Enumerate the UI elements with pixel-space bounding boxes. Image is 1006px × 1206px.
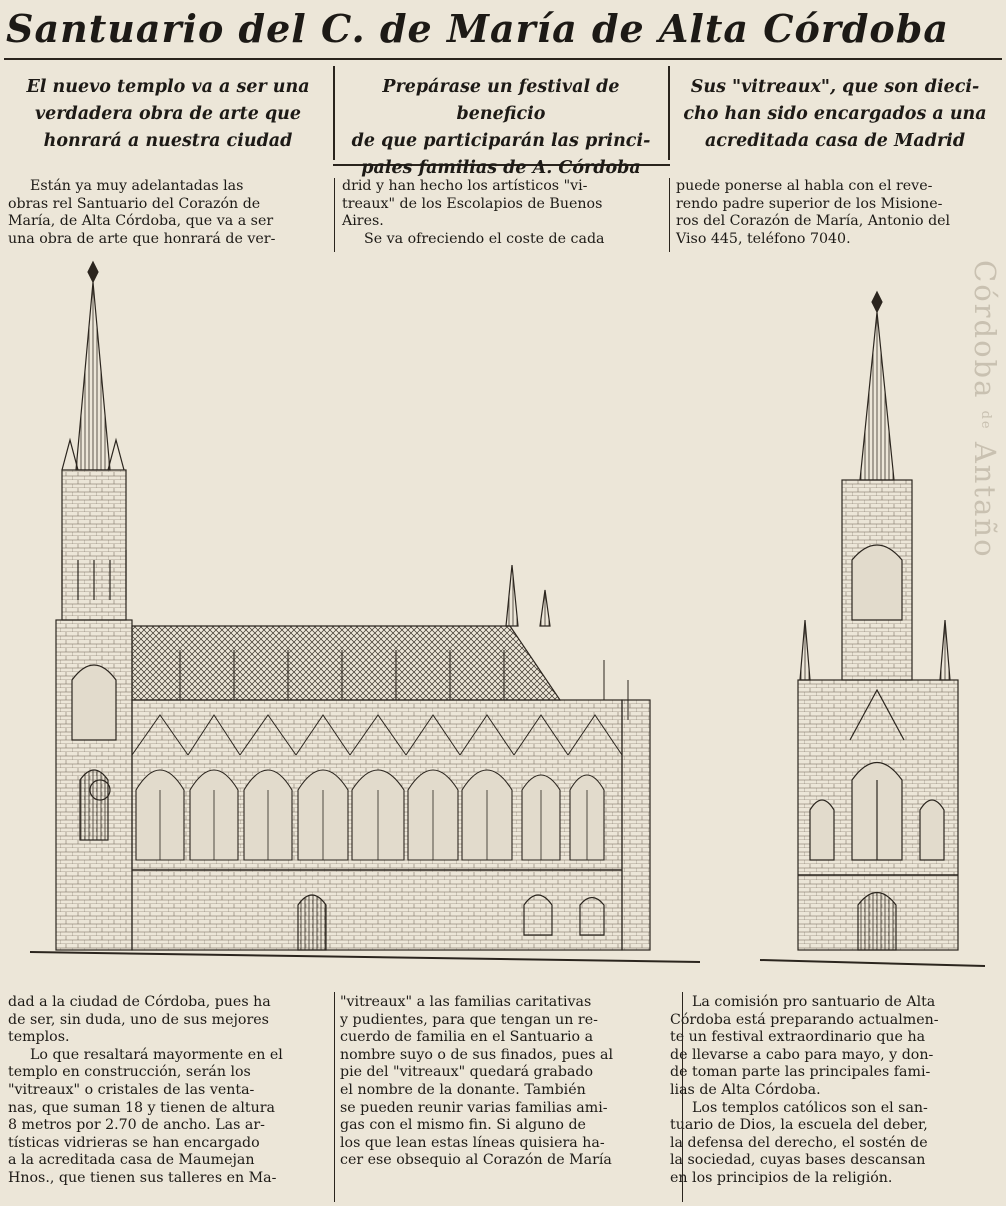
deck-1-line: honrará a nuestra ciudad <box>43 131 293 151</box>
text-line: templos. <box>8 1029 70 1046</box>
front-facade <box>798 292 958 950</box>
watermark-tail: Antaño <box>968 441 1002 559</box>
text-line: de llevarse a cabo para mayo, y don- <box>670 1046 934 1063</box>
text-line: puede ponerse al habla con el reve- <box>676 178 933 194</box>
bottom-column-1 <box>8 994 328 1188</box>
text-line: se pueden reunir varias familias ami- <box>340 1099 608 1116</box>
text-line: tuario de Dios, la escuela del deber, <box>670 1117 928 1134</box>
text-line: la sociedad, cuyas bases descansan <box>670 1152 926 1169</box>
headline: Santuario del C. de María de Alta Córdoba <box>6 6 949 51</box>
text-line: te un festival extraordinario que ha <box>670 1029 926 1046</box>
text-line: La comisión pro santuario de Alta <box>692 994 936 1010</box>
text-line: Los templos católicos son el san- <box>692 1099 928 1116</box>
text-line: Córdoba está preparando actualmen- <box>670 1011 939 1028</box>
text-line: lias de Alta Córdoba. <box>670 1081 821 1098</box>
text-line: de ser, sin duda, uno de sus mejores <box>8 1011 269 1028</box>
roof <box>132 626 560 700</box>
text-line: Viso 445, teléfono 7040. <box>676 230 851 247</box>
text-line: templo en construcción, serán los <box>8 1064 251 1081</box>
text-line: Aires. <box>342 213 384 230</box>
watermark-small: de <box>978 410 993 431</box>
text-line: los que lean estas líneas quisiera ha- <box>340 1134 605 1151</box>
deck-3-line: cho han sido encargados a una <box>683 104 987 124</box>
text-line: gas con el mismo fin. Si alguno de <box>340 1117 586 1134</box>
text-line: 8 metros por 2.70 de ancho. Las ar- <box>8 1117 265 1134</box>
text-line: y pudientes, para que tengan un re- <box>340 1011 598 1028</box>
watermark-main: Córdoba <box>968 260 1002 400</box>
left-tower <box>56 262 132 950</box>
text-line: una obra de arte que honrará de ver- <box>8 230 276 247</box>
text-line: pie del "vitreaux" quedará grabado <box>340 1064 594 1081</box>
text-line: nas, que suman 18 y tienen de altura <box>8 1099 275 1116</box>
deck-3-line: acreditada casa de Madrid <box>704 131 966 151</box>
deck-1-line: El nuevo templo va a ser una <box>26 77 310 97</box>
text-line: en los principios de la religión. <box>670 1169 893 1186</box>
deck-2-line: Prepárase un festival de beneficio <box>382 77 620 124</box>
text-line: Hnos., que tienen sus talleres en Ma- <box>8 1169 277 1186</box>
deck-2-line: de que participarán las princi- <box>351 131 651 151</box>
text-line: a la acreditada casa de Maumejan <box>8 1152 255 1169</box>
watermark <box>962 260 1002 620</box>
text-line: Se va ofreciendo el coste de cada <box>364 230 605 247</box>
text-line: nombre suyo o de sus finados, pues al <box>340 1046 614 1063</box>
text-line: obras rel Santuario del Corazón de <box>8 195 261 212</box>
text-line: cer ese obsequio al Corazón de María <box>340 1152 612 1169</box>
text-line: treaux" de los Escolapios de Buenos <box>342 195 603 212</box>
text-line: Están ya muy adelantadas las <box>30 178 244 194</box>
bottom-column-3 <box>670 994 992 1188</box>
deck-1-line: verdadera obra de arte que <box>34 104 302 124</box>
text-line: drid y han hecho los artísticos "vi- <box>342 178 588 194</box>
text-line: María, de Alta Córdoba, que va a ser <box>8 213 274 230</box>
deck-2-line: pales familias de A. Córdoba <box>361 158 641 178</box>
deck-3-line: Sus "vitreaux", que son dieci- <box>690 77 980 97</box>
text-line: rendo padre superior de los Misione- <box>676 195 943 212</box>
text-line: de toman parte las principales fami- <box>670 1064 931 1081</box>
text-line: Lo que resaltará mayormente en el <box>30 1046 283 1063</box>
text-line: la defensa del derecho, el sostén de <box>670 1134 928 1151</box>
bottom-column-2 <box>340 994 660 1170</box>
text-line: dad a la ciudad de Córdoba, pues ha <box>8 994 271 1010</box>
text-line: ros del Corazón de María, Antonio del <box>676 213 951 230</box>
text-line: "vitreaux" o cristales de las venta- <box>8 1081 255 1098</box>
text-line: el nombre de la donante. También <box>340 1081 586 1098</box>
text-line: tísticas vidrieras se han encargado <box>8 1134 260 1151</box>
text-line: "vitreaux" a las familias caritativas <box>340 994 592 1010</box>
text-line: cuerdo de familia en el Santuario a <box>340 1029 594 1046</box>
